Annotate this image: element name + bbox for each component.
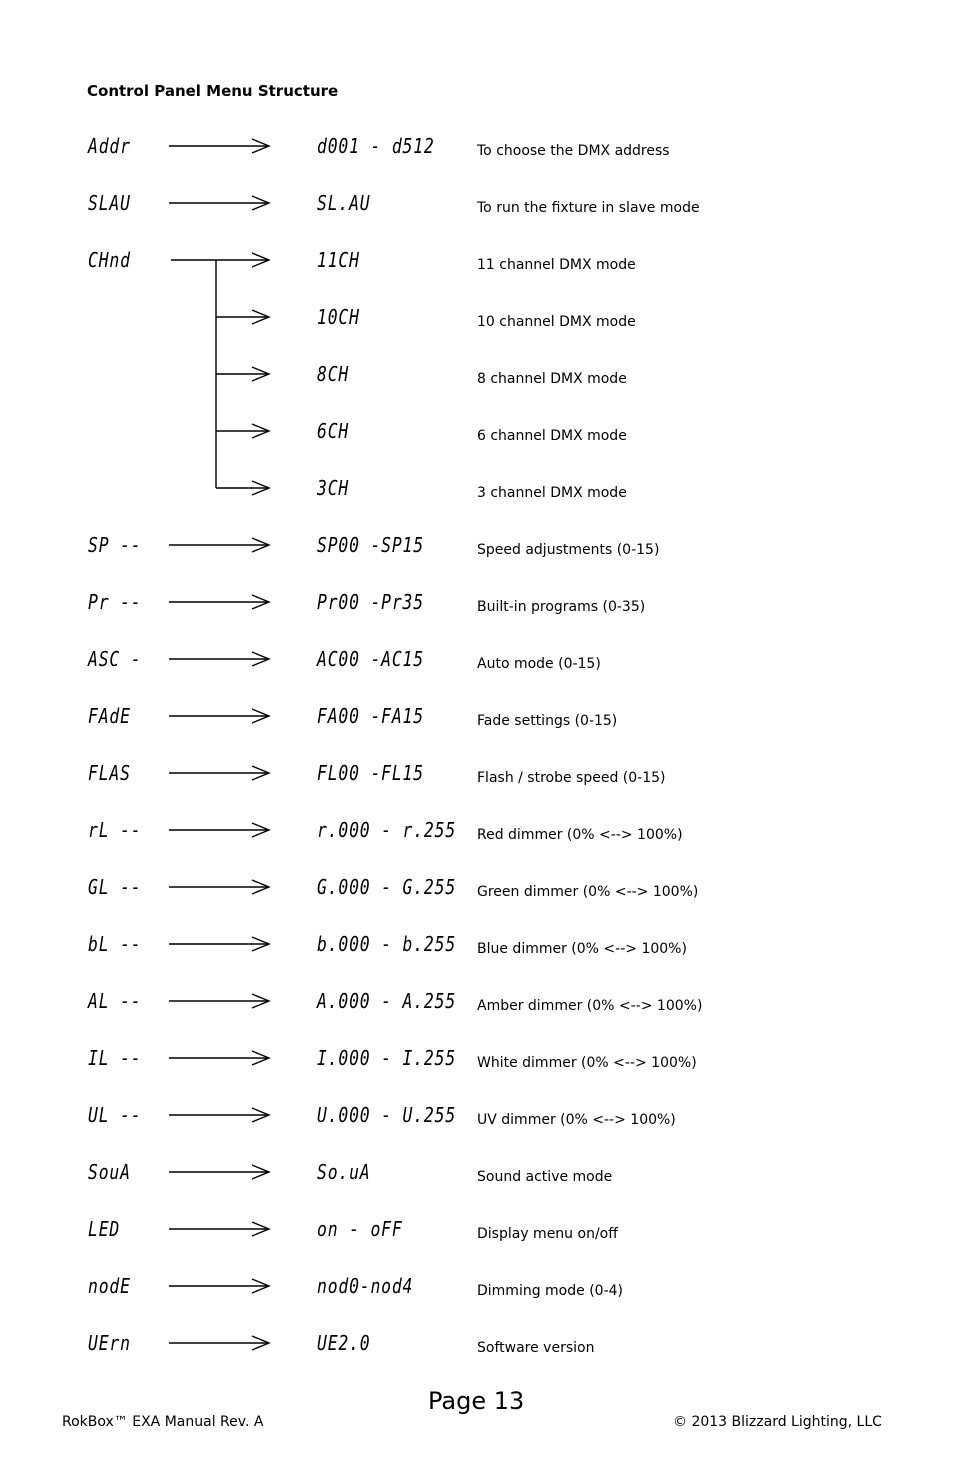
menu-code: ASC - [88, 647, 142, 671]
menu-description: 11 channel DMX mode [477, 257, 636, 273]
menu-description: Flash / strobe speed (0-15) [477, 770, 666, 786]
menu-value: AC00 -AC15 [317, 647, 424, 671]
menu-code: GL -- [88, 875, 142, 899]
menu-description: Dimming mode (0-4) [477, 1283, 623, 1299]
menu-description: Display menu on/off [477, 1226, 618, 1242]
menu-description: Auto mode (0-15) [477, 656, 601, 672]
menu-code: UL -- [88, 1103, 142, 1127]
menu-description: 8 channel DMX mode [477, 371, 627, 387]
menu-code: Addr [88, 134, 131, 158]
menu-description: To choose the DMX address [477, 143, 670, 159]
menu-value: on - oFF [317, 1217, 403, 1241]
menu-value: G.000 - G.255 [317, 875, 457, 899]
menu-value: 11CH [317, 248, 360, 272]
page-number: Page 13 [428, 1387, 525, 1415]
menu-value: UE2.0 [317, 1331, 371, 1355]
menu-description: Built-in programs (0-35) [477, 599, 646, 615]
menu-value: U.000 - U.255 [317, 1103, 457, 1127]
menu-code: Pr -- [88, 590, 142, 614]
menu-value: A.000 - A.255 [317, 989, 457, 1013]
menu-code: nodE [88, 1274, 131, 1298]
menu-value: 6CH [317, 419, 350, 443]
menu-value: SP00 -SP15 [317, 533, 424, 557]
menu-value: 3CH [317, 476, 350, 500]
menu-code: AL -- [88, 989, 142, 1013]
menu-code: SouA [88, 1160, 131, 1184]
menu-description: 6 channel DMX mode [477, 428, 627, 444]
menu-description: Speed adjustments (0-15) [477, 542, 660, 558]
footer-manual-title: RokBox™ EXA Manual Rev. A [62, 1414, 264, 1430]
menu-value: 8CH [317, 362, 350, 386]
menu-description: 10 channel DMX mode [477, 314, 636, 330]
menu-code: UErn [88, 1331, 131, 1355]
menu-value: 10CH [317, 305, 360, 329]
menu-description: Fade settings (0-15) [477, 713, 618, 729]
menu-code: SP -- [88, 533, 142, 557]
menu-value: b.000 - b.255 [317, 932, 457, 956]
menu-description: White dimmer (0% <--> 100%) [477, 1055, 697, 1071]
menu-value: d001 - d512 [317, 134, 435, 158]
menu-code: CHnd [88, 248, 131, 272]
menu-value: nod0-nod4 [317, 1274, 414, 1298]
menu-code: bL -- [88, 932, 142, 956]
menu-code: FLAS [88, 761, 131, 785]
menu-value: I.000 - I.255 [317, 1046, 457, 1070]
menu-description: Green dimmer (0% <--> 100%) [477, 884, 699, 900]
page-title: Control Panel Menu Structure [87, 82, 339, 100]
menu-value: r.000 - r.255 [317, 818, 457, 842]
menu-description: Sound active mode [477, 1169, 613, 1185]
menu-description: Amber dimmer (0% <--> 100%) [477, 998, 703, 1014]
menu-code: FAdE [88, 704, 131, 728]
menu-description: Red dimmer (0% <--> 100%) [477, 827, 683, 843]
menu-value: SL.AU [317, 191, 371, 215]
footer-copyright: © 2013 Blizzard Lighting, LLC [673, 1414, 882, 1430]
menu-description: UV dimmer (0% <--> 100%) [477, 1112, 676, 1128]
menu-value: So.uA [317, 1160, 371, 1184]
menu-value: FA00 -FA15 [317, 704, 424, 728]
menu-code: SLAU [88, 191, 131, 215]
menu-code: IL -- [88, 1046, 142, 1070]
menu-description: Software version [477, 1340, 595, 1356]
menu-description: Blue dimmer (0% <--> 100%) [477, 941, 687, 957]
menu-description: 3 channel DMX mode [477, 485, 627, 501]
menu-code: LED [88, 1217, 121, 1241]
menu-description: To run the fixture in slave mode [477, 200, 700, 216]
menu-code: rL -- [88, 818, 142, 842]
menu-value: FL00 -FL15 [317, 761, 424, 785]
menu-value: Pr00 -Pr35 [317, 590, 424, 614]
